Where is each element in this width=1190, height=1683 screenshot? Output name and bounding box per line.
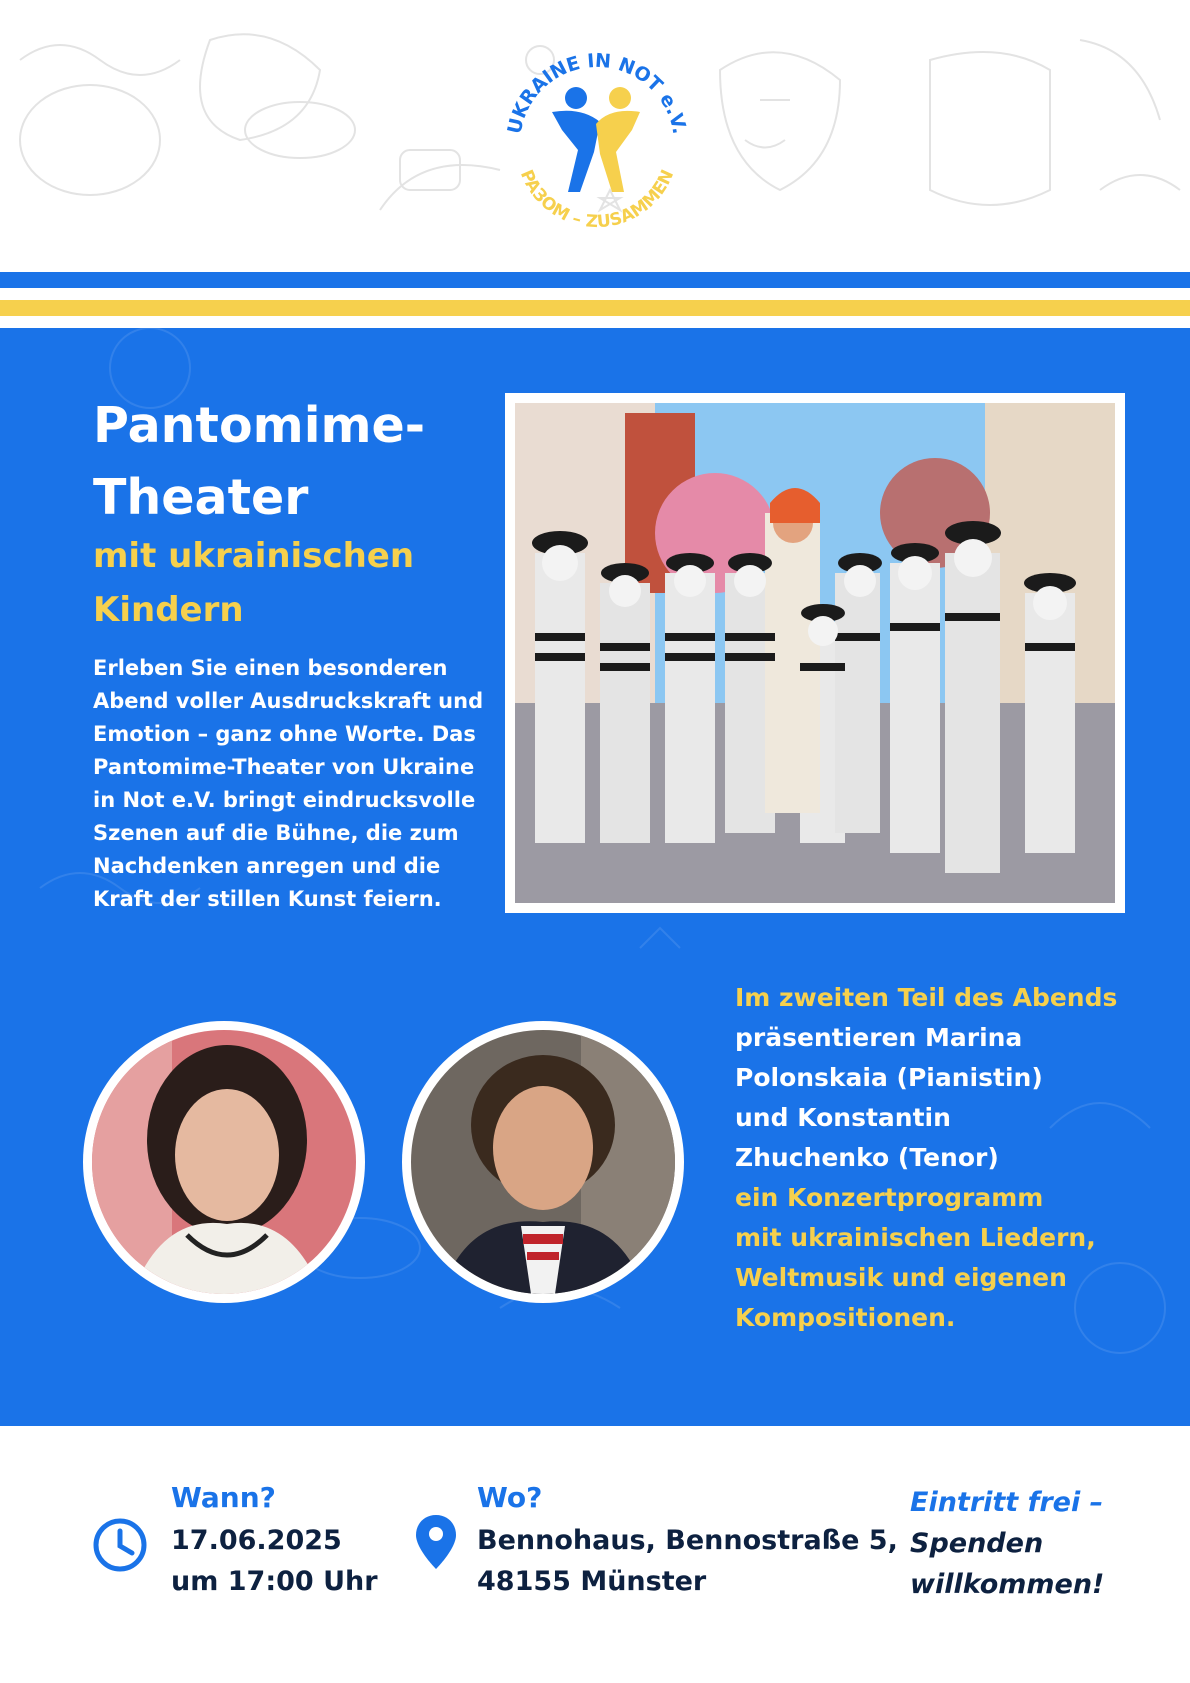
page-title	[93, 390, 493, 534]
group-photo	[515, 403, 1115, 903]
group-photo-frame	[505, 393, 1125, 913]
concert-line-4: und Konstantin	[735, 1103, 951, 1132]
where-line-1: Bennohaus, Bennostraße 5,	[477, 1525, 898, 1556]
when-date: 17.06.2025	[171, 1525, 342, 1556]
admission-line-2: Spenden	[910, 1528, 1044, 1559]
footer-info	[0, 1426, 1190, 1683]
portrait-konstantin-zhuchenko	[402, 1021, 684, 1303]
concert-line-9: Kompositionen.	[735, 1303, 956, 1332]
concert-line-6: ein Konzertprogramm	[735, 1183, 1044, 1212]
when-label: Wann?	[171, 1481, 276, 1514]
portrait-photo-1	[92, 1030, 356, 1294]
subtitle-line-1: mit ukrainischen	[93, 536, 415, 576]
page-subtitle	[93, 529, 493, 637]
logo-top-text: UKRAINE IN NOT e.V.	[503, 49, 691, 136]
admission-line-1: Eintritt frei –	[910, 1487, 1104, 1518]
title-line-1: Pantomime-	[93, 397, 426, 454]
title-line-2: Theater	[93, 469, 309, 526]
main-panel	[0, 328, 1190, 1426]
intro-text: Erleben Sie einen besonderen Abend voller Ausdruckskraft und Emotion – ganz ohne Worte. Das Pantomime-Theater von Ukraine in Not e.V. bringt eindrucksvolle Szenen auf die Bühne, die zum Nachdenken anregen und die Kraft der stillen Kunst feiern.	[93, 656, 484, 911]
portrait-photo-2	[411, 1030, 675, 1294]
clock-icon	[92, 1517, 148, 1573]
concert-line-3: Polonskaia (Pianistin)	[735, 1063, 1043, 1092]
concert-line-8: Weltmusik und eigenen	[735, 1263, 1067, 1292]
portrait-marina-polonskaia	[83, 1021, 365, 1303]
logo-figures-icon	[552, 87, 640, 192]
location-pin-icon	[414, 1513, 458, 1571]
admission-note	[910, 1482, 1180, 1605]
concert-line-7: mit ukrainischen Liedern,	[735, 1223, 1096, 1252]
logo-bottom-text: PAЗOM – ZUSAMMEN	[515, 166, 679, 233]
concert-text	[735, 978, 1155, 1338]
concert-line-2: präsentieren Marina	[735, 1023, 1023, 1052]
subtitle-line-2: Kindern	[93, 590, 244, 630]
admission-line-3: willkommen!	[910, 1569, 1105, 1600]
concert-line-1: Im zweiten Teil des Abends	[735, 983, 1118, 1012]
stripe-blue	[0, 272, 1190, 288]
stripe-yellow	[0, 300, 1190, 316]
where-line-2: 48155 Münster	[477, 1566, 707, 1597]
concert-line-5: Zhuchenko (Tenor)	[735, 1143, 999, 1172]
logo-ukraine-in-not	[492, 34, 702, 244]
when-time: um 17:00 Uhr	[171, 1566, 378, 1597]
where-label: Wo?	[477, 1481, 543, 1514]
header	[0, 0, 1190, 268]
